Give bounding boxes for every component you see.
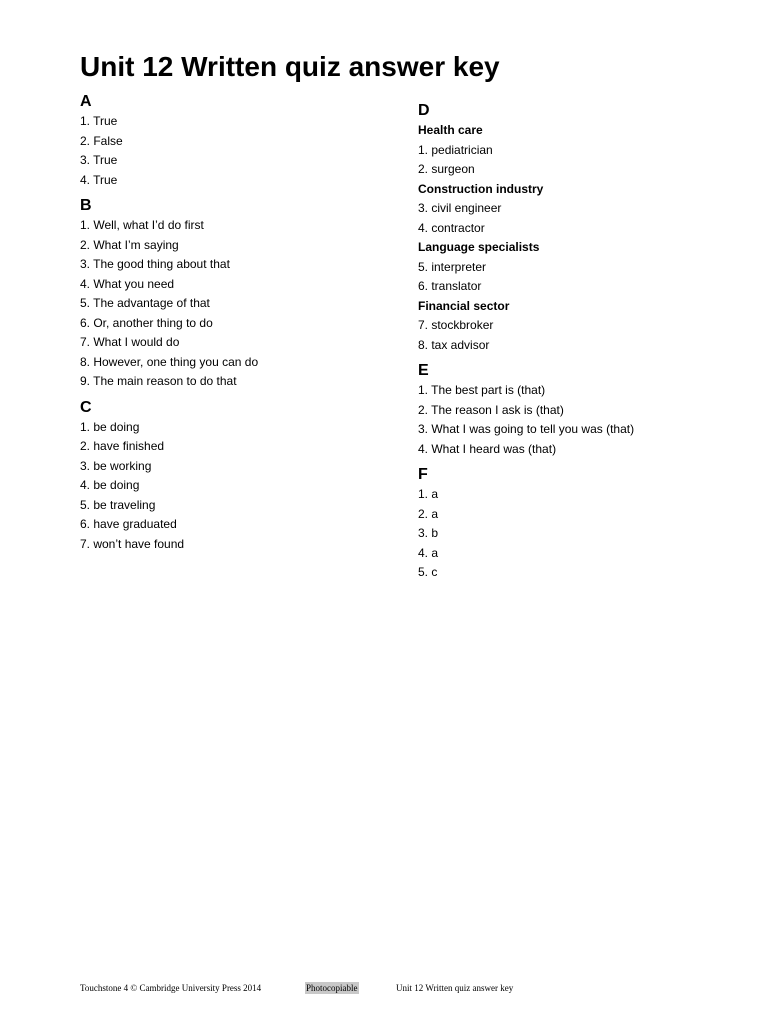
footer-copyright: Touchstone 4 © Cambridge University Press 2014 (80, 983, 262, 993)
answer-item: 5. The advantage of that (80, 296, 210, 310)
answer-item: 6. translator (418, 279, 482, 293)
page-title: Unit 12 Written quiz answer key (80, 51, 500, 82)
answer-item: 5. c (418, 565, 438, 579)
answer-item: 7. What I would do (80, 335, 180, 349)
answer-item: 1. The best part is (that) (418, 383, 546, 397)
category-label: Health care (418, 123, 483, 137)
section-e (418, 361, 758, 459)
section-heading: E (418, 362, 429, 379)
answer-item: 6. have graduated (80, 517, 177, 531)
answer-item: 7. stockbroker (418, 318, 494, 332)
answer-item: 8. tax advisor (418, 337, 490, 352)
footer-photocopiable: Photocopiable (306, 983, 358, 993)
answer-item: 2. The reason I ask is (that) (418, 402, 564, 417)
answer-item: 3. b (418, 526, 439, 540)
section-f (418, 465, 758, 583)
answer-item: 4. True (80, 172, 118, 187)
section-heading: A (80, 93, 92, 110)
answer-item: 3. True (80, 153, 118, 167)
right-column (418, 101, 758, 589)
answer-item: 6. Or, another thing to do (80, 315, 213, 330)
answer-item: 5. be traveling (80, 497, 156, 512)
left-column (80, 92, 400, 560)
footer-title: Unit 12 Written quiz answer key (396, 983, 514, 993)
answer-item: 3. be working (80, 458, 152, 473)
answer-item: 2. have finished (80, 439, 165, 453)
answer-item: 5. interpreter (418, 259, 487, 274)
answer-item: 4. What you need (80, 276, 175, 291)
answer-item: 8. However, one thing you can do (80, 354, 259, 369)
category-label: Financial sector (418, 298, 510, 313)
answer-item: 4. a (418, 545, 439, 560)
answer-item: 2. What I’m saying (80, 237, 179, 252)
category-label: Construction industry (418, 181, 544, 196)
section-heading: D (418, 102, 430, 119)
answer-item: 1. pediatrician (418, 142, 493, 157)
answer-item: 3. What I was going to tell you was (that) (418, 422, 635, 436)
section-d (418, 101, 758, 355)
section-heading: F (418, 466, 428, 483)
answer-item: 1. Well, what I’d do first (80, 218, 204, 232)
answer-item: 2. a (418, 506, 439, 521)
answer-item: 3. civil engineer (418, 201, 502, 215)
section-b (80, 196, 400, 392)
answer-item: 9. The main reason to do that (80, 374, 237, 388)
answer-item: 4. be doing (80, 478, 140, 492)
answer-item: 2. surgeon (418, 162, 475, 176)
answer-item: 2. False (80, 133, 123, 148)
answer-item: 1. True (80, 114, 118, 128)
section-c (80, 398, 400, 555)
answer-item: 7. won’t have found (80, 536, 185, 551)
answer-item: 1. be doing (80, 419, 140, 434)
category-label: Language specialists (418, 240, 540, 254)
section-heading: C (80, 398, 92, 416)
answer-item: 4. What I heard was (that) (418, 441, 557, 456)
section-a (80, 92, 400, 190)
section-heading: B (80, 197, 92, 214)
answer-item: 1. a (418, 487, 439, 501)
answer-item: 3. The good thing about that (80, 257, 230, 271)
answer-item: 4. contractor (418, 220, 485, 235)
